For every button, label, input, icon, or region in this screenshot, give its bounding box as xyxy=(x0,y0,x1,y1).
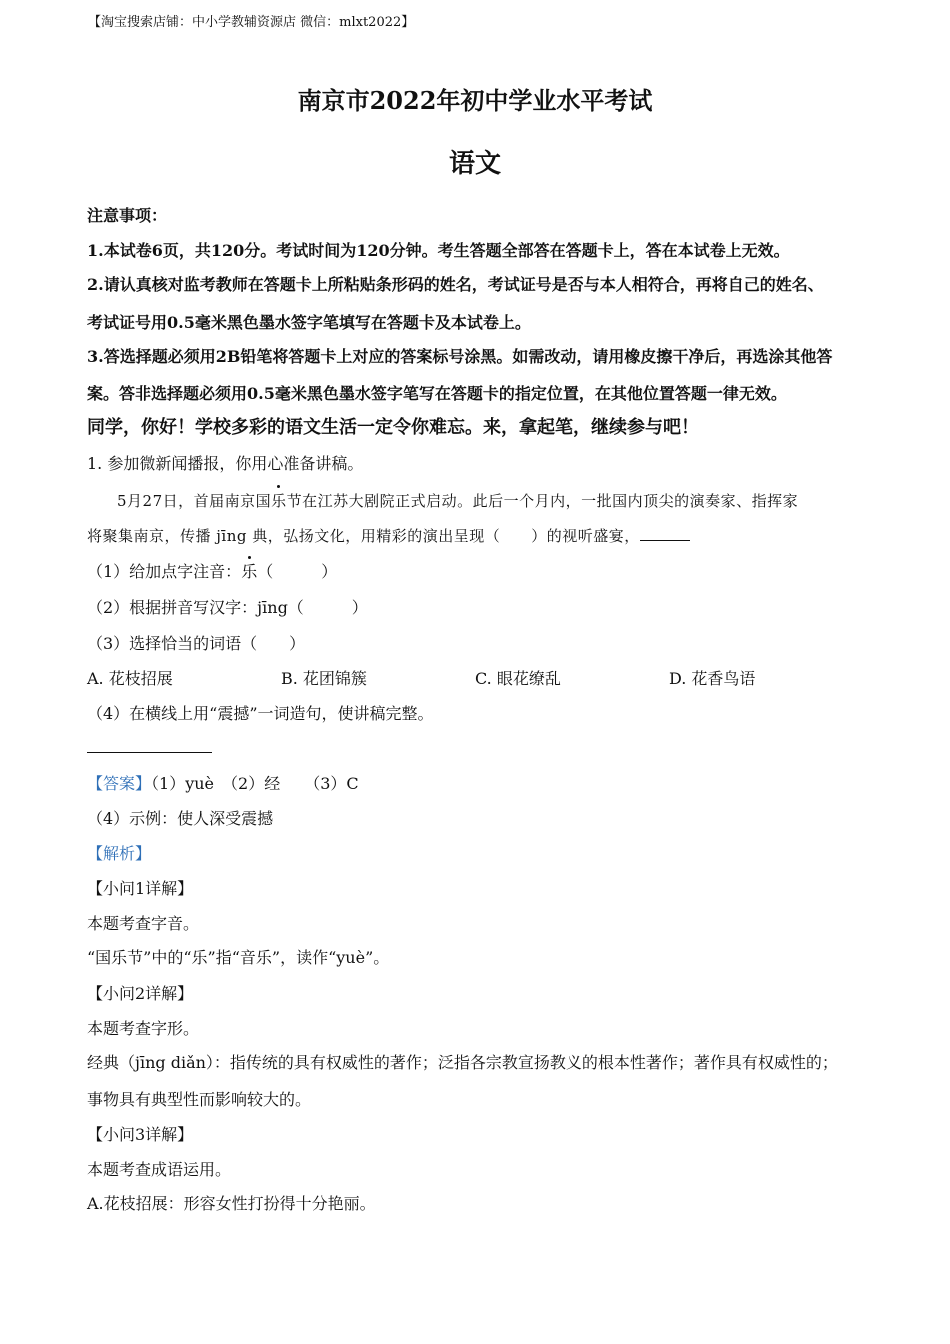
answer-line-1-text: （1）yuè （2）经 （3）C xyxy=(151,774,359,793)
passage-line-2 xyxy=(87,526,690,546)
notice-item-2a: 2.请认真核对监考教师在答题卡上所粘贴条形码的姓名，考试证号是否与本人相符合，再将自己的姓名、 xyxy=(87,275,824,294)
analysis-sub1-line1: 本题考查字音。 xyxy=(87,914,200,933)
notice-item-2b: 考试证号用0.5毫米黑色墨水签字笔填写在答题卡及本试卷上。 xyxy=(87,313,531,332)
analysis-label: 【解析】 xyxy=(87,844,152,863)
analysis-sub1-heading: 【小问1详解】 xyxy=(87,879,194,898)
passage-line-1-post: 节在江苏大剧院正式启动。此后一个月内，一批国内顶尖的演奏家、指挥家 xyxy=(286,492,799,510)
option-a: A. 花枝招展 xyxy=(87,669,173,688)
answer-line xyxy=(87,752,212,753)
analysis-sub2-line3: 事物具有典型性而影响较大的。 xyxy=(87,1090,312,1109)
notice-heading: 注意事项： xyxy=(87,206,168,225)
notice-item-3a: 3.答选择题必须用2B铅笔将答题卡上对应的答案标号涂黑。如需改动，请用橡皮擦干净后，再选涂其他答 xyxy=(87,347,833,366)
answer-label: 【答案】 xyxy=(87,774,152,793)
analysis-sub3-line2: A.花枝招展：形容女性打扮得十分艳丽。 xyxy=(87,1194,376,1213)
sub-question-1 xyxy=(87,562,337,582)
sub-question-1-pre: （1）给加点字注音： xyxy=(87,562,242,581)
analysis-sub3-line1: 本题考查成语运用。 xyxy=(87,1160,232,1179)
dotted-character: 乐 xyxy=(271,492,287,510)
passage-line-1-pre: 5月27日，首届南京国 xyxy=(117,492,272,510)
option-b: B. 花团锦簇 xyxy=(281,669,367,688)
shop-banner: 【淘宝搜索店铺：中小学教辅资源店 微信：mlxt2022】 xyxy=(88,15,415,30)
option-c: C. 眼花缭乱 xyxy=(475,669,561,688)
dotted-character-prompt: 乐 xyxy=(241,562,258,581)
answer-blank xyxy=(640,526,690,541)
sub-question-2: （2）根据拼音写汉字：jīng（ ） xyxy=(87,598,368,617)
notice-item-3b: 案。答非选择题必须用0.5毫米黑色墨水签字笔写在答题卡的指定位置，在其他位置答题一律无效。 xyxy=(87,384,787,403)
question-1-stem: 1. 参加微新闻播报，你用心准备讲稿。 xyxy=(87,454,364,473)
sub-question-4: （4）在横线上用“震撼”一词造句，使讲稿完整。 xyxy=(87,704,434,723)
analysis-sub2-line2: 经典（jīng diǎn）：指传统的具有权威性的著作；泛指各宗教宣扬教义的根本性著作；著作具有权威性的； xyxy=(87,1053,838,1072)
analysis-sub3-heading: 【小问3详解】 xyxy=(87,1125,194,1144)
answer-line-2: （4）示例：使人深受震撼 xyxy=(87,809,274,828)
notice-item-1: 1.本试卷6页，共120分。考试时间为120分钟。考生答题全部答在答题卡上，答在本试卷上无效。 xyxy=(87,241,790,260)
answer-line-1 xyxy=(87,774,359,794)
exam-title: 南京市2022年初中学业水平考试 xyxy=(297,86,653,115)
analysis-sub1-line2: “国乐节”中的“乐”指“音乐”，读作“yuè”。 xyxy=(87,948,390,967)
option-d: D. 花香鸟语 xyxy=(669,669,756,688)
analysis-sub2-heading: 【小问2详解】 xyxy=(87,984,194,1003)
sub-question-3: （3）选择恰当的词语（ ） xyxy=(87,634,306,653)
analysis-sub2-line1: 本题考查字形。 xyxy=(87,1019,200,1038)
passage-line-1 xyxy=(117,491,798,511)
sub-question-1-post: （ ） xyxy=(257,562,338,581)
passage-line-2-text: 将聚集南京，传播 jīng 典，弘扬文化，用精彩的演出呈现（ ）的视听盛宴， xyxy=(87,527,640,545)
greeting-text: 同学，你好！学校多彩的语文生活一定令你难忘。来，拿起笔，继续参与吧！ xyxy=(87,417,699,438)
exam-subject: 语文 xyxy=(448,149,501,179)
